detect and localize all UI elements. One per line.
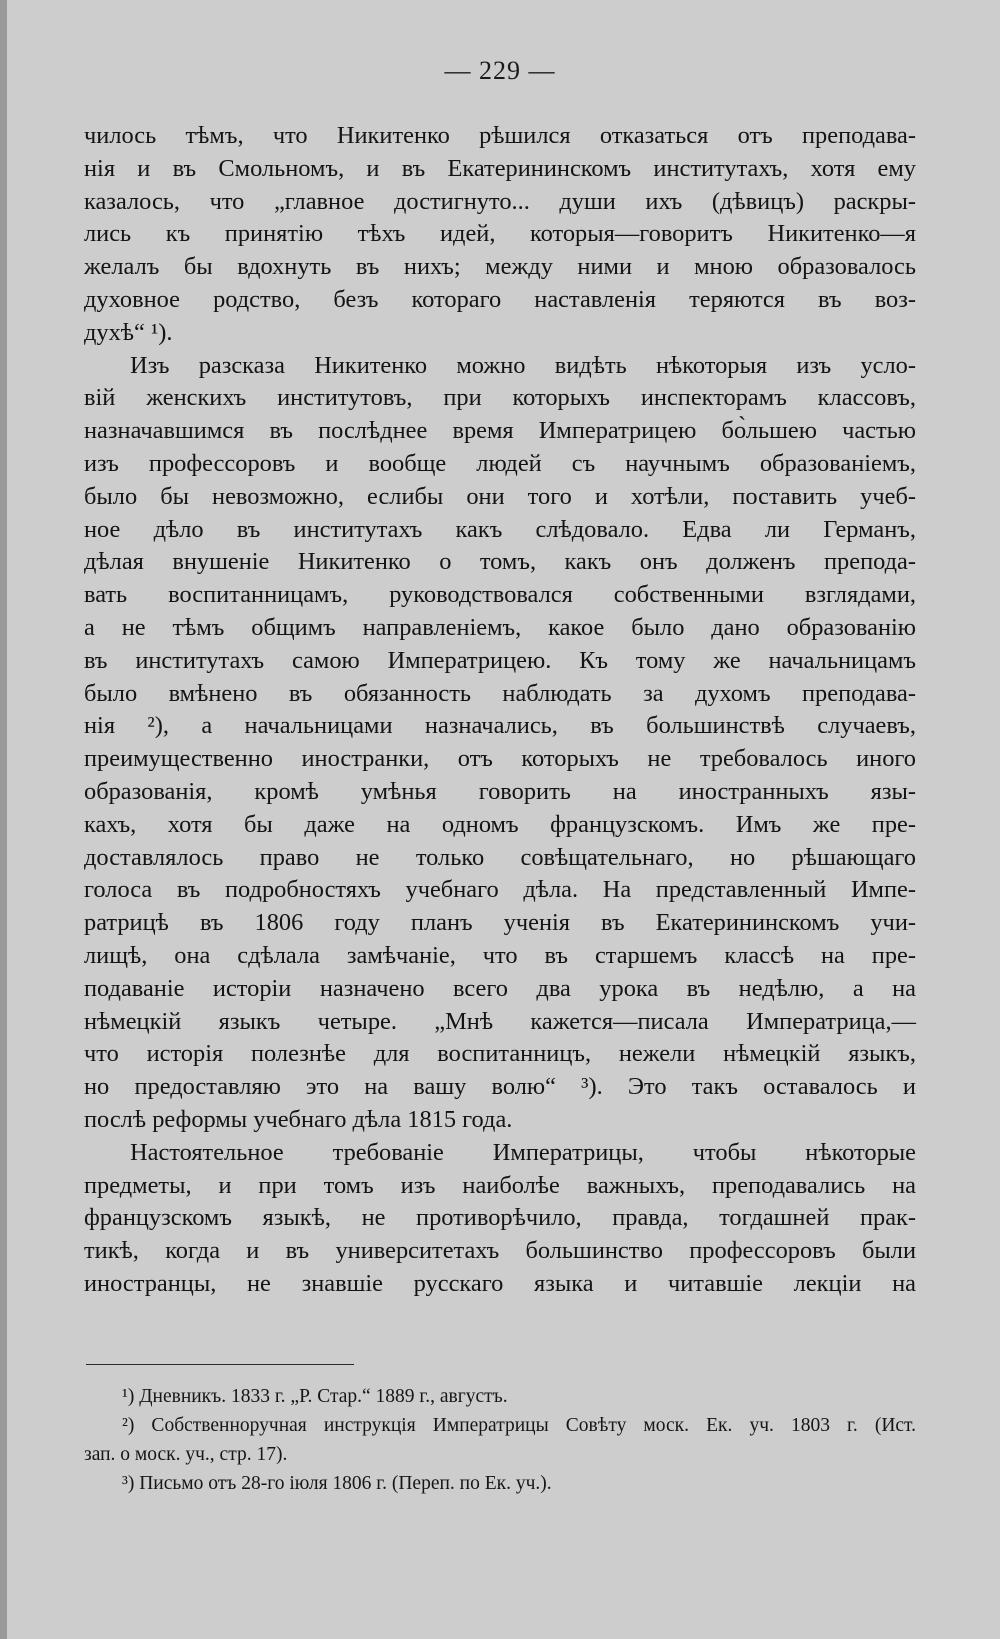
text-line: лись къ принятію тѣхъ идей, которыя—говоритъ Никитенко—я [84, 220, 916, 248]
text-line: предметы, и при томъ изъ наиболѣе важныхъ, преподавались на [84, 1171, 916, 1199]
text-line: казалось, что „главное достигнуто... души ихъ (дѣвицъ) раскры- [84, 187, 916, 215]
text-line: тикѣ, когда и въ университетахъ большинство профессоровъ были [84, 1237, 916, 1265]
text-line: желалъ бы вдохнуть въ нихъ; между ними и мною образовалось [84, 253, 916, 281]
main-text [84, 120, 916, 1301]
page-number: — 229 — [444, 56, 556, 85]
text-line: было бы невозможно, еслибы они того и хотѣли, поставить учеб- [84, 482, 916, 510]
text-line: кахъ, хотя бы даже на одномъ французскомъ. Имъ же пре- [84, 810, 916, 838]
text-line: что исторія полезнѣе для воспитанницъ, нежели нѣмецкій языкъ, [84, 1040, 916, 1068]
footnote-line: ³) Письмо отъ 28-го іюля 1806 г. (Переп. по Ек. уч.). [122, 1473, 552, 1494]
text-line: голоса въ подробностяхъ учебнаго дѣла. На представленный Импе- [84, 876, 916, 904]
text-line: назначавшимся въ послѣднее время Императрицею бо̀льшею частью [84, 417, 916, 445]
text-line: изъ профессоровъ и вообще людей съ научнымъ образованіемъ, [84, 449, 916, 477]
text-line: духѣ“ ¹). [84, 318, 173, 346]
text-line: было вмѣнено въ обязанность наблюдать за духомъ преподава- [84, 679, 916, 707]
text-line: Изъ разсказа Никитенко можно видѣть нѣкоторыя изъ усло- [130, 351, 916, 379]
text-line: ное дѣло въ институтахъ какъ слѣдовало. Едва ли Германъ, [84, 515, 916, 543]
text-line: послѣ реформы учебнаго дѣла 1815 года. [84, 1105, 513, 1133]
footnote-line: ²) Собственноручная инструкція Императрицы Совѣту моск. Ек. уч. 1803 г. (Ист. [122, 1415, 916, 1436]
text-line: дѣлая внушеніе Никитенко о томъ, какъ онъ долженъ препода- [84, 548, 916, 576]
text-line: образованія, кромѣ умѣнья говорить на иностранныхъ язы- [84, 777, 916, 805]
text-line: духовное родство, безъ котораго наставленія теряются въ воз- [84, 285, 916, 313]
footnotes [84, 1382, 916, 1498]
text-line: французскомъ языкѣ, не противорѣчило, правда, тогдашней прак- [84, 1204, 916, 1232]
footnote-line: ¹) Дневникъ. 1833 г. „Р. Стар.“ 1889 г., августъ. [122, 1386, 508, 1407]
text-line: подаваніе исторіи назначено всего два урока въ недѣлю, а на [84, 974, 916, 1002]
text-line: вать воспитанницамъ, руководствовался собственными взглядами, [84, 581, 916, 609]
text-line: преимущественно иностранки, отъ которыхъ не требовалось иного [84, 745, 916, 773]
text-line: нія ²), а начальницами назначались, въ большинствѣ случаевъ, [84, 712, 916, 740]
text-line: вій женскихъ институтовъ, при которыхъ инспекторамъ классовъ, [84, 384, 916, 412]
text-line: чилось тѣмъ, что Никитенко рѣшился отказаться отъ преподава- [84, 122, 916, 149]
text-line: а не тѣмъ общимъ направленіемъ, какое было дано образованію [84, 613, 916, 641]
text-line: иностранцы, не знавшіе русскаго языка и читавшіе лекціи на [84, 1269, 916, 1297]
text-line: лищѣ, она сдѣлала замѣчаніе, что въ старшемъ классѣ на пре- [84, 941, 916, 969]
text-line: Настоятельное требованіе Императрицы, чтобы нѣкоторые [130, 1138, 916, 1166]
text-line: ратрицѣ въ 1806 году планъ ученія въ Екатерининскомъ учи- [84, 909, 916, 937]
footnote-line: зап. о моск. уч., стр. 17). [84, 1444, 288, 1465]
footnote-divider [86, 1364, 354, 1365]
text-line: нѣмецкій языкъ четыре. „Мнѣ кажется—писала Императрица,— [84, 1007, 916, 1035]
text-line: нія и въ Смольномъ, и въ Екатерининскомъ институтахъ, хотя ему [84, 154, 916, 182]
page-binding-edge [0, 0, 7, 1639]
text-line: доставлялось право не только совѣщательнаго, но рѣшающаго [84, 843, 916, 871]
text-line: но предоставляю это на вашу волю“ ³). Это такъ оставалось и [84, 1073, 916, 1101]
text-line: въ институтахъ самою Императрицею. Къ тому же начальницамъ [84, 646, 916, 674]
